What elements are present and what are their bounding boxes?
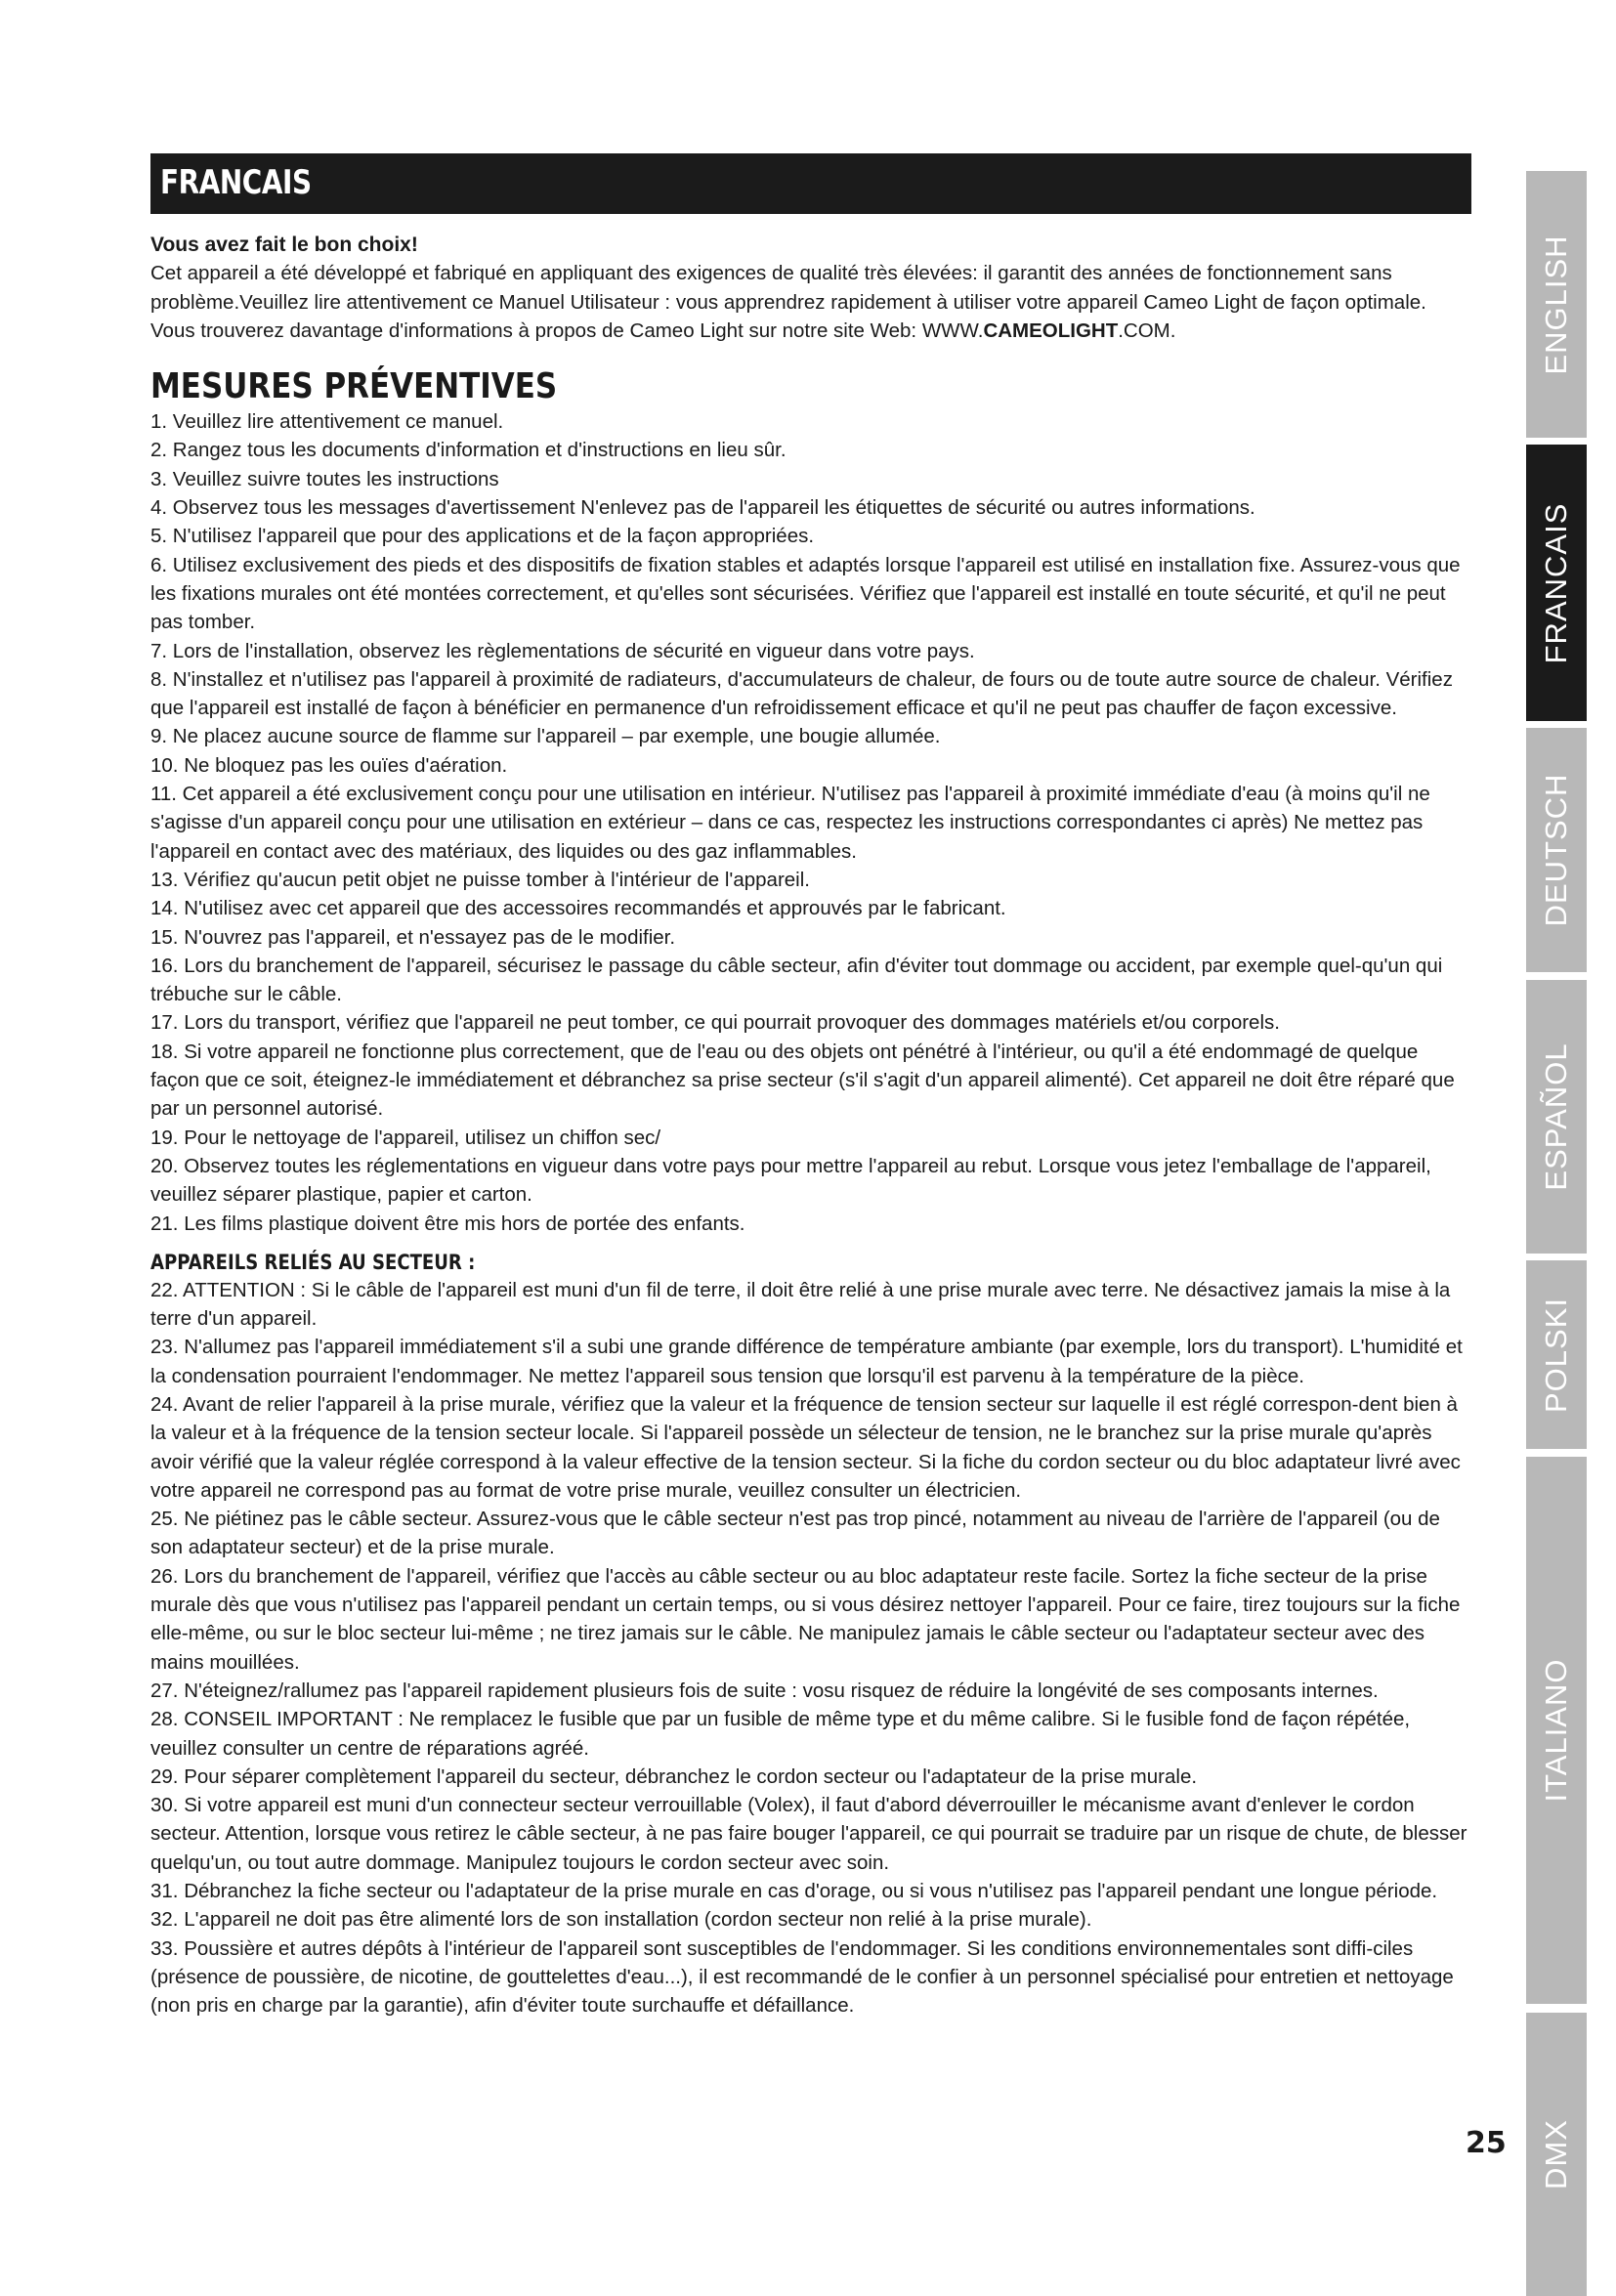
list-item: 13. Vérifiez qu'aucun petit objet ne puisse tomber à l'intérieur de l'appareil.	[150, 868, 810, 891]
tab-español[interactable]	[1526, 980, 1587, 1254]
intro-heading: Vous avez fait le bon choix!	[150, 234, 418, 256]
list-item: 5. N'utilisez l'appareil que pour des applications et de la façon appropriées.	[150, 525, 815, 548]
tab-dmx[interactable]	[1526, 2013, 1587, 2296]
list-item: 27. N'éteignez/rallumez pas l'appareil rapidement plusieurs fois de suite : vosu risquez de réduire la longévité de ses composants internes.	[150, 1679, 1379, 1702]
list-item: 23. N'allumez pas l'appareil immédiatement s'il a subi une grande différence de température ambiante (par exemple, lors du transport). L'humidité et la condensation pourraient l'endommager. Ne mettez l'appareil sous tension que lorsqu'il est parvenu à la température de la pièce.	[150, 1336, 1463, 1387]
tab-label: ITALIANO	[1539, 1658, 1573, 1803]
list-item: 33. Poussière et autres dépôts à l'intérieur de l'appareil sont susceptibles de l'endommager. Si les conditions environnementales sont diffi-ciles (présence de poussière, de nicotine, de gouttelettes d'eau...), il est recommandé de le confier à un personnel spécialisé pour entretien et nettoyage (non pris en charge par la garantie), afin d'éviter toute surchauffe et défaillance.	[150, 1936, 1454, 2018]
precautions-heading: MESURES PRÉVENTIVES	[150, 366, 558, 407]
website-name: CAMEOLIGHT	[983, 319, 1119, 342]
list-item: 6. Utilisez exclusivement des pieds et des dispositifs de fixation stables et adaptés lorsque l'appareil est utilisé en installation fixe. Assurez-vous que les fixations murales ont été montées correctement, et qu'elles sont sécurisées. Vérifiez que l'appareil est installé en toute sécurité, et qu'il ne peut pas tomber.	[150, 553, 1461, 634]
list-item: 9. Ne placez aucune source de flamme sur l'appareil – par exemple, une bougie allumée.	[150, 725, 941, 748]
precautions-list	[150, 407, 1471, 1238]
tab-label: DMX	[1539, 2119, 1573, 2190]
list-item: 32. L'appareil ne doit pas être alimenté lors de son installation (cordon secteur non relié à la prise murale).	[150, 1908, 1092, 1932]
list-item: 2. Rangez tous les documents d'information et d'instructions en lieu sûr.	[150, 439, 787, 462]
intro-paragraph	[150, 259, 1471, 345]
list-item: 10. Ne bloquez pas les ouïes d'aération.	[150, 753, 508, 777]
tab-italiano[interactable]	[1526, 1457, 1587, 2004]
mains-list	[150, 1276, 1471, 2020]
list-item: 31. Débranchez la fiche secteur ou l'adaptateur de la prise murale en cas d'orage, ou si vous n'utilisez pas l'appareil pendant une longue période.	[150, 1880, 1438, 1903]
tab-label: POLSKI	[1539, 1297, 1573, 1413]
list-item: 21. Les films plastique doivent être mis hors de portée des enfants.	[150, 1212, 745, 1235]
list-item: 11. Cet appareil a été exclusivement conçu pour une utilisation en intérieur. N'utilisez pas l'appareil à proximité immédiate d'eau (à moins qu'il ne s'agisse d'un appareil conçu pour une utilisation en extérieur – dans ce cas, respectez les instructions correspondantes ci après) Ne mettez pas l'appareil en contact avec des matériaux, des liquides ou des gaz inflammables.	[150, 783, 1430, 863]
list-item: 29. Pour séparer complètement l'appareil du secteur, débranchez le cordon secteur ou l'adaptateur de la prise murale.	[150, 1765, 1198, 1788]
tab-francais[interactable]	[1526, 445, 1587, 721]
list-item: 18. Si votre appareil ne fonctionne plus correctement, que de l'eau ou des objets ont pénétré à l'intérieur, ou qu'il a été endommagé de quelque façon que ce soit, éteignez-le immédiatement et débranchez sa prise secteur (s'il s'agit d'un appareil alimenté). Cet appareil ne doit être réparé que par un personnel autorisé.	[150, 1040, 1455, 1121]
list-item: 20. Observez toutes les réglementations en vigueur dans votre pays pour mettre l'appareil au rebut. Lorsque vous jetez l'emballage de l'appareil, veuillez séparer plastique, papier et carton.	[150, 1154, 1431, 1207]
list-item: 28. CONSEIL IMPORTANT : Ne remplacez le fusible que par un fusible de même type et du même calibre. Si le fusible fond de façon répétée, veuillez consulter un centre de réparations agréé.	[150, 1708, 1411, 1760]
list-item: 30. Si votre appareil est muni d'un connecteur secteur verrouillable (Volex), il faut d'abord déverrouiller le mécanisme avant d'enlever le cordon secteur. Attention, lorsque vous retirez le câble secteur, à ne pas faire bouger l'appareil, ce qui pourrait se traduire par un risque de chute, de blesser quelqu'un, ou tout autre dommage. Manipulez toujours le cordon secteur avec soin.	[150, 1794, 1467, 1874]
tab-polski[interactable]	[1526, 1260, 1587, 1449]
list-item: 19. Pour le nettoyage de l'appareil, utilisez un chiffon sec/	[150, 1126, 661, 1149]
list-item: 17. Lors du transport, vérifiez que l'appareil ne peut tomber, ce qui pourrait provoquer des dommages matériels et/ou corporels.	[150, 1011, 1280, 1035]
tab-english[interactable]	[1526, 171, 1587, 438]
list-item: 15. N'ouvrez pas l'appareil, et n'essayez pas de le modifier.	[150, 925, 676, 949]
section-title: FRANCAIS	[160, 163, 312, 202]
tab-label: DEUTSCH	[1539, 773, 1573, 927]
list-item: 16. Lors du branchement de l'appareil, sécurisez le passage du câble secteur, afin d'éviter tout dommage ou accident, par exemple quel-qu'un qui trébuche sur le câble.	[150, 954, 1443, 1006]
page-content	[150, 231, 1471, 2020]
list-item: 25. Ne piétinez pas le câble secteur. Assurez-vous que le câble secteur n'est pas trop pincé, notamment au niveau de l'arrière de l'appareil (ou de son adaptateur secteur) et de la prise murale.	[150, 1508, 1440, 1559]
intro-text-end: .COM.	[1118, 319, 1176, 342]
intro-text: Cet appareil a été développé et fabriqué en appliquant des exigences de qualité très élevées: il garantit des années de fonctionnement sans problème.Veuillez lire attentivement ce Manuel Utilisateur : vous apprendrez rapidement à utiliser votre appareil Cameo Light de façon optimale. Vous trouverez davantage d'informations à propos de Cameo Light sur notre site Web: WWW.	[150, 262, 1426, 342]
list-item: 26. Lors du branchement de l'appareil, vérifiez que l'accès au câble secteur ou au bloc adaptateur reste facile. Sortez la fiche secteur de la prise murale dès que vous n'utilisez pas l'appareil pendant un certain temps, ou si vous désirez nettoyer l'appareil. Pour ce faire, tirez toujours sur la fiche elle-même, ou sur le bloc secteur lui-même ; ne tirez jamais sur le câble. Ne manipulez jamais le câble secteur ou l'adaptateur secteur avec des mains mouillées.	[150, 1564, 1461, 1674]
tab-deutsch[interactable]	[1526, 728, 1587, 972]
list-item: 3. Veuillez suivre toutes les instructions	[150, 467, 499, 490]
list-item: 7. Lors de l'installation, observez les règlementations de sécurité en vigueur dans votre pays.	[150, 639, 975, 662]
tab-label: ESPAÑOL	[1539, 1042, 1573, 1191]
mains-heading: APPAREILS RELIÉS AU SECTEUR :	[150, 1250, 476, 1274]
tab-label: ENGLISH	[1539, 234, 1573, 375]
list-item: 14. N'utilisez avec cet appareil que des accessoires recommandés et approuvés par le fabricant.	[150, 897, 1006, 920]
list-item: 8. N'installez et n'utilisez pas l'appareil à proximité de radiateurs, d'accumulateurs de chaleur, de fours ou de toute autre source de chaleur. Vérifiez que l'appareil est installé de façon à bénéficier en permanence d'un refroidissement efficace et qu'il ne peut pas chauffer de façon excessive.	[150, 667, 1453, 720]
page-number: 25	[1466, 2126, 1507, 2160]
tab-label: FRANCAIS	[1539, 502, 1573, 663]
list-item: 4. Observez tous les messages d'avertissement N'enlevez pas de l'appareil les étiquettes de sécurité ou autres informations.	[150, 496, 1255, 520]
section-title-bar	[150, 153, 1471, 214]
list-item: 22. ATTENTION : Si le câble de l'appareil est muni d'un fil de terre, il doit être relié à une prise murale avec terre. Ne désactivez jamais la mise à la terre d'un appareil.	[150, 1278, 1451, 1331]
list-item: 1. Veuillez lire attentivement ce manuel.	[150, 410, 504, 434]
list-item: 24. Avant de relier l'appareil à la prise murale, vérifiez que la valeur et la fréquence de tension secteur sur laquelle il est réglé correspon-dent bien à la valeur et à la fréquence de la tension secteur locale. Si l'appareil possède un sélecteur de tension, ne le branchez sur la prise murale qu'après avoir vérifié que la valeur réglée correspond à la valeur effective de la tension secteur. Si la fiche du cordon secteur ou du bloc adaptateur livré avec votre appareil ne correspond pas au format de votre prise murale, veuillez consulter un électricien.	[150, 1392, 1461, 1502]
